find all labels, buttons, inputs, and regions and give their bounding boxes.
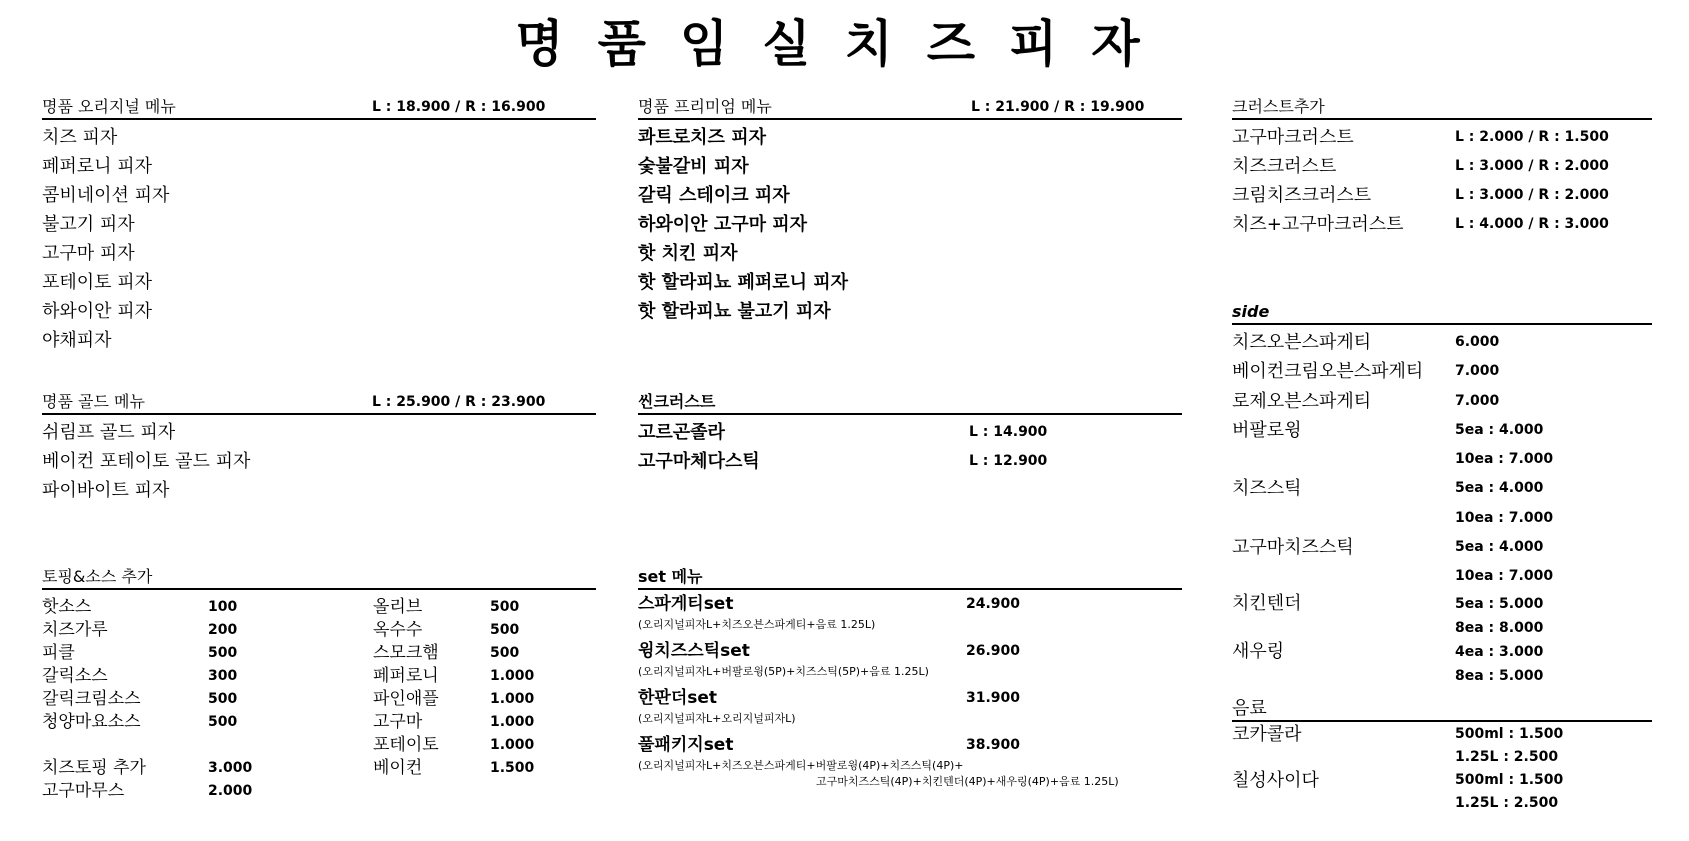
side-row — [1232, 616, 1652, 640]
side-price: 5ea : 5.000 — [1455, 595, 1544, 612]
topping-name: 핫소스 — [42, 597, 92, 617]
menu-item: 포테이토 피자 — [42, 272, 153, 293]
section-title: 토핑&소스 추가 — [42, 567, 153, 586]
item-name: 고르곤졸라 — [638, 422, 725, 443]
topping-name: 피클 — [42, 643, 75, 663]
topping-name: 갈릭크림소스 — [42, 689, 141, 709]
drink-row — [1232, 746, 1652, 769]
topping-price: 2.000 — [208, 783, 253, 799]
item-price: L : 2.000 / R : 1.500 — [1455, 129, 1609, 145]
premium-menu-header — [638, 96, 1182, 120]
thin-crust-section — [638, 391, 1182, 476]
side-price: 5ea : 4.000 — [1455, 539, 1544, 556]
set-description: (오리지널피자L+오리지널피자L) — [638, 712, 796, 725]
drink-price: 1.25L : 2.500 — [1455, 795, 1559, 811]
original-menu-header — [42, 96, 596, 120]
topping-section — [42, 566, 596, 801]
side-row — [1232, 357, 1652, 386]
menu-item — [1232, 123, 1652, 152]
set-description: (오리지널피자L+버팔로윙(5P)+치즈스틱(5P)+음료 1.25L) — [638, 665, 929, 678]
drink-row — [1232, 792, 1652, 815]
item-price: L : 14.900 — [969, 424, 1048, 440]
side-header — [1232, 301, 1652, 325]
thin-crust-list — [638, 418, 1182, 476]
item-price: L : 3.000 / R : 2.000 — [1455, 187, 1609, 203]
side-name: 치킨텐더 — [1232, 592, 1302, 614]
drink-price: 500ml : 1.500 — [1455, 772, 1564, 788]
menu-item — [1232, 210, 1652, 239]
drink-header — [1232, 698, 1652, 722]
side-name: 치즈오븐스파게티 — [1232, 332, 1372, 353]
topping-row — [373, 757, 593, 780]
topping-price: 500 — [208, 691, 238, 707]
topping-price: 1.000 — [490, 714, 535, 730]
topping-name: 치즈가루 — [42, 620, 108, 640]
menu-item: 핫 할라피뇨 불고기 피자 — [638, 301, 831, 322]
section-title: 크러스트추가 — [1232, 97, 1325, 116]
side-price: 10ea : 7.000 — [1455, 451, 1554, 468]
topping-name: 청양마요소스 — [42, 712, 141, 732]
side-row — [1232, 592, 1652, 616]
item-name: 고구마체다스틱 — [638, 451, 760, 472]
item-price: L : 3.000 / R : 2.000 — [1455, 158, 1609, 174]
menu-item: 쉬림프 골드 피자 — [42, 422, 176, 443]
topping-row — [42, 642, 342, 665]
side-price: 5ea : 4.000 — [1455, 480, 1544, 497]
topping-name: 갈릭소스 — [42, 666, 108, 686]
topping-price: 500 — [208, 714, 238, 730]
topping-price: 200 — [208, 622, 238, 638]
topping-left-list — [42, 596, 342, 803]
side-row — [1232, 562, 1652, 591]
thin-crust-header — [638, 391, 1182, 415]
side-price: 8ea : 5.000 — [1455, 667, 1544, 684]
side-price: 5ea : 4.000 — [1455, 421, 1544, 438]
item-price: L : 12.900 — [969, 453, 1048, 469]
topping-row — [42, 711, 342, 734]
side-name: 고구마치즈스틱 — [1232, 537, 1354, 559]
side-row — [1232, 328, 1652, 357]
section-title: 명품 골드 메뉴 — [42, 392, 145, 411]
topping-name: 스모크햄 — [373, 643, 439, 663]
set-price: 31.900 — [966, 690, 1021, 706]
set-price: 26.900 — [966, 643, 1021, 659]
drink-section — [1232, 698, 1652, 815]
topping-price: 3.000 — [208, 760, 253, 776]
drink-price: 1.25L : 2.500 — [1455, 749, 1559, 765]
drink-list — [1232, 723, 1652, 815]
side-price: 8ea : 8.000 — [1455, 619, 1544, 636]
item-name: 크림치즈크러스트 — [1232, 185, 1372, 206]
menu-item: 핫 치킨 피자 — [638, 243, 738, 264]
topping-name: 고구마무스 — [42, 781, 125, 801]
gold-menu-header — [42, 391, 596, 415]
topping-row — [42, 757, 342, 780]
gold-menu-list — [42, 418, 596, 505]
side-price: 7.000 — [1455, 392, 1500, 409]
side-name: 치즈스틱 — [1232, 478, 1302, 500]
menu-item: 핫 할라피뇨 페퍼로니 피자 — [638, 272, 849, 293]
section-title: 명품 프리미엄 메뉴 — [638, 97, 772, 116]
side-name: 버팔로윙 — [1232, 419, 1302, 441]
topping-row — [42, 688, 342, 711]
menu-item: 베이컨 포테이토 골드 피자 — [42, 451, 251, 472]
topping-price: 1.500 — [490, 760, 535, 776]
topping-price: 300 — [208, 668, 238, 684]
side-price: 7.000 — [1455, 363, 1500, 380]
section-title: 음료 — [1232, 698, 1267, 719]
set-description: (오리지널피자L+치즈오븐스파게티+버팔로윙(4P)+치즈스틱(4P)+ — [638, 759, 964, 772]
topping-row — [42, 665, 342, 688]
topping-row — [42, 619, 342, 642]
side-row — [1232, 416, 1652, 445]
menu-item: 콰트로치즈 피자 — [638, 127, 766, 148]
topping-name: 베이컨 — [373, 758, 423, 778]
topping-name: 파인애플 — [373, 689, 439, 709]
topping-price: 1.000 — [490, 691, 535, 707]
item-name: 고구마크러스트 — [1232, 127, 1354, 148]
topping-price: 1.000 — [490, 668, 535, 684]
menu-item: 야채피자 — [42, 330, 112, 351]
topping-price: 500 — [490, 645, 520, 661]
set-item — [638, 734, 1182, 756]
menu-item — [1232, 181, 1652, 210]
set-name: 스파게티set — [638, 594, 734, 614]
side-row — [1232, 387, 1652, 416]
set-price: 38.900 — [966, 737, 1021, 753]
side-price: 10ea : 7.000 — [1455, 568, 1554, 585]
page-title: 명품임실치즈피자 — [515, 15, 1174, 73]
item-name: 치즈+고구마크러스트 — [1232, 214, 1404, 235]
section-price: L : 21.900 / R : 19.900 — [971, 99, 1145, 115]
topping-row — [42, 596, 342, 619]
set-item — [638, 640, 1182, 662]
section-title: set 메뉴 — [638, 567, 703, 586]
original-menu-list — [42, 123, 596, 355]
topping-row — [373, 619, 593, 642]
side-section — [1232, 301, 1652, 688]
topping-price: 500 — [490, 622, 520, 638]
side-row — [1232, 474, 1652, 503]
topping-name: 포테이토 — [373, 735, 439, 755]
menu-item: 숯불갈비 피자 — [638, 156, 749, 177]
topping-name: 페퍼로니 — [373, 666, 439, 686]
set-item — [638, 687, 1182, 709]
topping-row — [373, 734, 593, 757]
topping-price: 1.000 — [490, 737, 535, 753]
section-title: 명품 오리지널 메뉴 — [42, 97, 176, 116]
menu-item: 페퍼로니 피자 — [42, 156, 153, 177]
drink-name: 코카콜라 — [1232, 724, 1302, 745]
set-menu-list — [638, 593, 1182, 792]
original-menu-section — [42, 96, 596, 355]
side-row — [1232, 504, 1652, 533]
premium-menu-section — [638, 96, 1182, 326]
side-row — [1232, 533, 1652, 562]
side-name: 로제오븐스파게티 — [1232, 390, 1372, 412]
menu-item: 치즈 피자 — [42, 127, 118, 148]
topping-row — [373, 688, 593, 711]
menu-item: 고구마 피자 — [42, 243, 135, 264]
topping-header — [42, 566, 596, 590]
set-price: 24.900 — [966, 596, 1021, 612]
gold-menu-section — [42, 391, 596, 505]
crust-list — [1232, 123, 1652, 239]
set-name: 윙치즈스틱set — [638, 641, 750, 661]
set-description-continued: 고구마치즈스틱(4P)+치킨텐더(4P)+새우링(4P)+음료 1.25L) — [816, 775, 1119, 788]
side-price: 10ea : 7.000 — [1455, 509, 1554, 526]
topping-row — [42, 734, 342, 757]
topping-row — [373, 642, 593, 665]
topping-row — [373, 665, 593, 688]
section-title: 씬크러스트 — [638, 392, 716, 411]
menu-item: 갈릭 스테이크 피자 — [638, 185, 790, 206]
menu-item: 파이바이트 피자 — [42, 480, 170, 501]
topping-row — [42, 780, 342, 803]
menu-item — [1232, 152, 1652, 181]
menu-item — [638, 418, 1182, 447]
topping-name: 올리브 — [373, 597, 423, 617]
section-title: side — [1232, 302, 1270, 321]
drink-row — [1232, 769, 1652, 792]
set-menu-section — [638, 566, 1182, 792]
side-row — [1232, 640, 1652, 664]
topping-price: 500 — [208, 645, 238, 661]
side-row — [1232, 664, 1652, 688]
topping-price: 100 — [208, 599, 238, 615]
topping-name: 옥수수 — [373, 620, 423, 640]
drink-price: 500ml : 1.500 — [1455, 726, 1564, 742]
item-price: L : 4.000 / R : 3.000 — [1455, 216, 1609, 232]
topping-right-list — [373, 596, 593, 780]
menu-item: 콤비네이션 피자 — [42, 185, 170, 206]
premium-menu-list — [638, 123, 1182, 326]
side-price: 4ea : 3.000 — [1455, 643, 1544, 660]
menu-item: 하와이안 고구마 피자 — [638, 214, 808, 235]
menu-item: 불고기 피자 — [42, 214, 135, 235]
drink-name: 칠성사이다 — [1232, 770, 1319, 791]
set-description: (오리지널피자L+치즈오븐스파게티+음료 1.25L) — [638, 618, 876, 631]
side-price: 6.000 — [1455, 334, 1500, 350]
topping-row — [373, 596, 593, 619]
side-list — [1232, 328, 1652, 688]
drink-row — [1232, 723, 1652, 746]
set-name: 한판더set — [638, 688, 718, 708]
side-name: 새우링 — [1232, 640, 1285, 662]
set-item — [638, 593, 1182, 615]
side-row — [1232, 445, 1652, 474]
set-name: 풀패키지set — [638, 735, 734, 755]
set-menu-header — [638, 566, 1182, 590]
topping-price: 500 — [490, 599, 520, 615]
section-price: L : 18.900 / R : 16.900 — [372, 99, 546, 115]
section-price: L : 25.900 / R : 23.900 — [372, 394, 546, 410]
crust-header — [1232, 96, 1652, 120]
topping-row — [373, 711, 593, 734]
topping-name: 치즈토핑 추가 — [42, 758, 146, 778]
menu-item: 하와이안 피자 — [42, 301, 153, 322]
menu-item — [638, 447, 1182, 476]
side-name: 베이컨크림오븐스파게티 — [1232, 361, 1424, 383]
crust-section — [1232, 96, 1652, 239]
item-name: 치즈크러스트 — [1232, 156, 1337, 177]
topping-name: 고구마 — [373, 712, 423, 732]
